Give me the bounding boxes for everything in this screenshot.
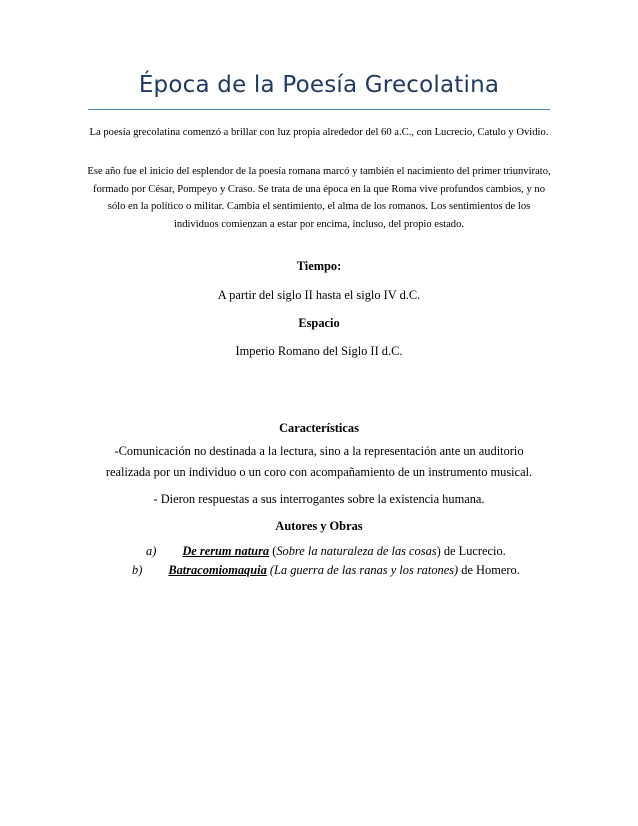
- work-title: De rerum natura: [182, 544, 270, 558]
- work-subtitle: Sobre la naturaleza de las cosas: [276, 544, 437, 558]
- caracteristica-item-2: - Dieron respuestas a sus interrogantes sobre la existencia humana.: [153, 492, 485, 506]
- caracteristica-item-1: -Comunicación no destinada a la lectura, sino a la representación ante un auditorio realizada por un individuo o un coro con acompañamiento de un instrumento musical.: [105, 444, 533, 479]
- espacio-heading: Espacio: [298, 316, 340, 330]
- work-marker: a): [146, 544, 157, 558]
- tiempo-text: A partir del siglo II hasta el siglo IV d.C.: [217, 288, 421, 302]
- body-paragraph: Ese año fue el inicio del esplendor de la poesía romana marcó y también el nacimiento del primer triunvirato, formado por César, Pompeyo y Craso. Se trata de una época en la que Roma vive profundos cambios, y no sólo en la político o militar. Cambia el sentimiento, el alma de los romanos. Los sentimientos de los individuos comienzan a estar por encima, incluso, del propio estado.: [87, 166, 551, 230]
- caracteristicas-heading: Características: [279, 421, 359, 435]
- work-item-b: [132, 563, 520, 578]
- work-subtitle: (La guerra de las ranas y los ratones): [269, 563, 459, 577]
- page-title: Época de la Poesía Grecolatina: [138, 72, 500, 98]
- work-open: (: [269, 544, 277, 558]
- espacio-text: Imperio Romano del Siglo II d.C.: [235, 344, 403, 358]
- intro-paragraph: La poesía grecolatina comenzó a brillar con luz propia alrededor del 60 a.C., con Lucrecio, Catulo y Ovidio.: [89, 127, 549, 138]
- work-title: Batracomiomaquia: [168, 563, 267, 577]
- work-item-a: [146, 544, 506, 559]
- tiempo-heading: Tiempo:: [296, 259, 342, 273]
- work-author: de Homero.: [458, 563, 520, 577]
- autores-heading: Autores y Obras: [275, 519, 363, 533]
- work-author: ) de Lucrecio.: [436, 544, 506, 558]
- title-underline: [88, 109, 550, 110]
- work-marker: b): [132, 563, 143, 577]
